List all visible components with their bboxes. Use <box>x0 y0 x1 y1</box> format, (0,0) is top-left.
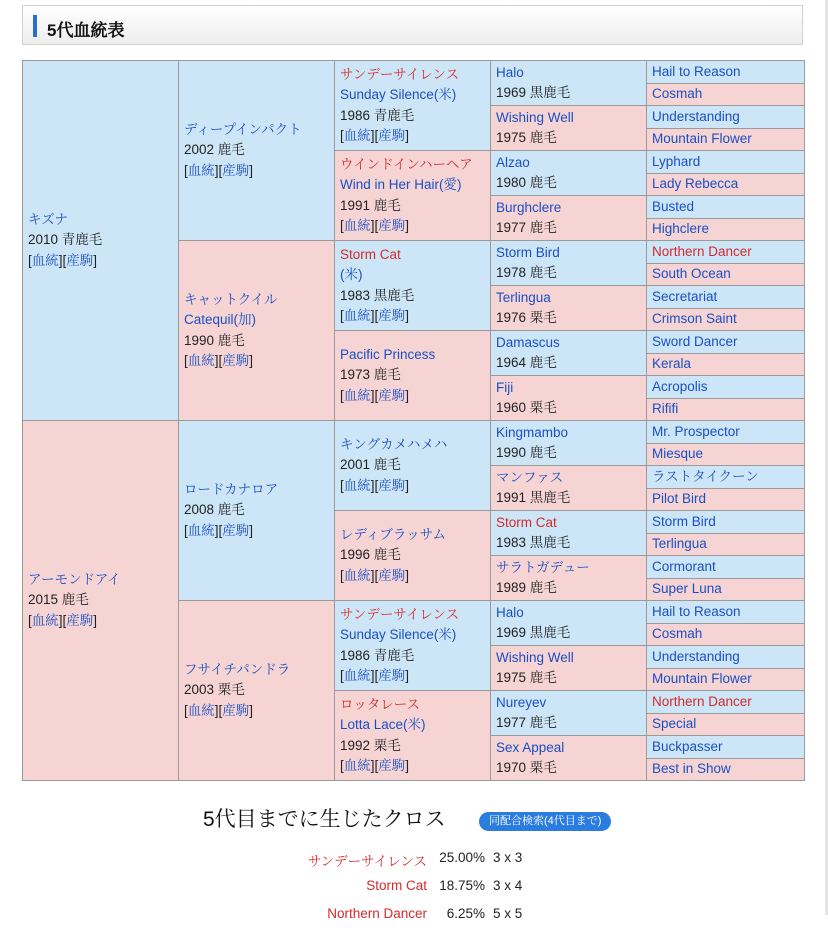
horse-name-link[interactable]: Pacific Princess <box>340 346 436 362</box>
gen5-horse-cell <box>647 443 805 466</box>
horse-links <box>184 521 329 542</box>
gen5-horse-cell <box>647 758 805 781</box>
horse-name-link[interactable]: Terlingua <box>496 289 551 305</box>
horse-year-color: 2008 鹿毛 <box>184 502 245 518</box>
bracket: ][ <box>370 758 379 773</box>
horse-year-color: 1975 鹿毛 <box>496 130 557 145</box>
horse-name-link[interactable]: Understanding <box>652 108 740 124</box>
pedigree-row <box>23 421 805 444</box>
bracket: ] <box>405 758 410 773</box>
bracket: [ <box>340 387 344 403</box>
pedigree-link[interactable]: 血統 <box>343 668 371 683</box>
horse-name-link[interactable]: Pilot Bird <box>652 491 707 506</box>
cross-percentage: 18.75% <box>439 878 485 893</box>
cross-title: 5代目までに生じたクロス <box>203 808 446 831</box>
gen3-horse-cell <box>335 601 491 691</box>
horse-year-color: 1986 青鹿毛 <box>340 647 415 663</box>
horse-links <box>340 216 485 237</box>
gen5-horse-cell <box>647 263 805 286</box>
bracket: ] <box>405 218 410 233</box>
horse-year-color: 1983 黒鹿毛 <box>340 287 415 303</box>
horse-year-color: 1986 青鹿毛 <box>340 107 415 123</box>
gen4-horse-cell <box>491 601 647 646</box>
bracket: ] <box>249 353 254 368</box>
bracket: ] <box>249 702 254 718</box>
gen4-horse-cell <box>491 736 647 781</box>
bracket: ] <box>405 308 410 323</box>
bracket: [ <box>340 308 344 323</box>
cross-row <box>200 850 427 868</box>
horse-name-link[interactable]: Cosmah <box>652 86 703 101</box>
gen5-horse-cell <box>647 601 805 624</box>
horse-year-color: 1996 鹿毛 <box>340 547 401 563</box>
cross-percentage: 6.25% <box>446 906 485 921</box>
pedigree-link[interactable]: 血統 <box>343 477 371 493</box>
bracket: [ <box>340 668 344 683</box>
gen5-horse-cell <box>647 308 805 331</box>
bracket: [ <box>184 702 188 718</box>
gen4-horse-cell <box>491 286 647 331</box>
gen4-horse-cell <box>491 646 647 691</box>
gen5-horse-cell <box>647 511 805 534</box>
horse-name-link[interactable]: Sword Dancer <box>652 333 738 349</box>
horse-year-color: 1973 鹿毛 <box>340 367 401 383</box>
progeny-link[interactable]: 産駒 <box>378 668 406 683</box>
horse-name-link[interactable]: Busted <box>652 198 695 214</box>
horse-links <box>184 351 329 372</box>
bracket: ] <box>405 128 410 143</box>
horse-links <box>340 126 485 147</box>
pedigree-link[interactable]: 血統 <box>343 387 371 403</box>
gen5-horse-cell <box>647 691 805 714</box>
gen4-horse-cell <box>491 511 647 556</box>
gen2-horse-cell <box>179 421 335 601</box>
horse-year-color: 1970 栗毛 <box>496 760 557 775</box>
horse-name-link[interactable]: Lyphard <box>652 153 701 169</box>
horse-year-color: 1969 黒鹿毛 <box>496 625 571 640</box>
horse-name-link[interactable]: ロードカナロア <box>184 481 279 497</box>
gen5-horse-cell <box>647 578 805 601</box>
horse-name-link[interactable]: サンデーサイレンス <box>340 66 460 82</box>
horse-name-link[interactable]: Crimson Saint <box>652 311 737 326</box>
horse-name-link[interactable]: Super Luna <box>652 581 722 596</box>
cross-generation: 5 x 5 <box>493 906 523 921</box>
progeny-link[interactable]: 産駒 <box>378 567 406 583</box>
horse-name-link[interactable]: Northern Dancer <box>652 243 752 259</box>
bracket: [ <box>184 353 188 368</box>
gen5-horse-cell <box>647 713 805 736</box>
progeny-link[interactable]: 産駒 <box>378 308 406 323</box>
horse-name-link[interactable]: Sex Appeal <box>496 739 565 755</box>
bracket: ] <box>405 387 410 403</box>
bracket: ][ <box>370 477 379 493</box>
gen4-horse-cell <box>491 196 647 241</box>
horse-name-link[interactable]: Kerala <box>652 356 692 371</box>
horse-name-link[interactable]: ラストタイクーン <box>652 468 759 484</box>
cross-horse-link[interactable]: サンデーサイレンス <box>307 854 427 869</box>
horse-name-link[interactable]: Understanding <box>652 648 740 664</box>
horse-name-link[interactable]: Buckpasser <box>652 738 723 754</box>
pedigree-link[interactable]: 血統 <box>343 758 371 773</box>
horse-name-link[interactable]: ディープインパクト <box>184 121 302 137</box>
bracket: ][ <box>58 612 67 628</box>
horse-year-color: 1989 鹿毛 <box>496 580 557 595</box>
horse-name-link[interactable]: Cosmah <box>652 626 703 641</box>
horse-links <box>340 386 485 407</box>
cross-generation: 3 x 3 <box>493 850 523 865</box>
horse-links <box>28 611 173 632</box>
horse-name-link[interactable]: Mountain Flower <box>652 131 752 146</box>
bracket: ] <box>405 477 410 493</box>
header-accent-bar <box>33 15 37 37</box>
gen5-horse-cell <box>647 376 805 399</box>
bracket: [ <box>340 128 344 143</box>
horse-name-link[interactable]: Hail to Reason <box>652 63 741 79</box>
bracket: ][ <box>370 387 379 403</box>
cross-generation: 3 x 4 <box>493 878 523 893</box>
horse-name-link[interactable]: Northern Dancer <box>652 693 752 709</box>
horse-name-link[interactable]: Fiji <box>496 379 514 395</box>
gen5-horse-cell <box>647 173 805 196</box>
horse-year-color: 2001 鹿毛 <box>340 457 401 473</box>
horse-links <box>340 756 485 777</box>
horse-name-link[interactable]: フサイチパンドラ <box>184 661 291 677</box>
gen2-horse-cell <box>179 241 335 421</box>
bracket: ] <box>405 567 410 583</box>
horse-name-link[interactable]: Hail to Reason <box>652 603 741 619</box>
gen3-horse-cell <box>335 151 491 241</box>
bracket: [ <box>184 162 188 178</box>
progeny-link[interactable]: 産駒 <box>378 477 406 493</box>
pedigree-link[interactable]: 血統 <box>343 308 371 323</box>
gen5-horse-cell <box>647 241 805 264</box>
gen4-horse-cell <box>491 376 647 421</box>
cross-percentage: 25.00% <box>439 850 485 865</box>
horse-year-color: 1978 鹿毛 <box>496 265 557 280</box>
horse-name-link[interactable]: サンデーサイレンス <box>340 606 460 622</box>
horse-year-color: 2015 鹿毛 <box>28 592 89 608</box>
horse-year-color: 1980 鹿毛 <box>496 175 557 190</box>
horse-year-color: 1976 栗毛 <box>496 310 557 325</box>
horse-name-link[interactable]: Storm Bird <box>652 513 716 529</box>
pedigree-link[interactable]: 血統 <box>31 252 59 268</box>
section-header <box>22 5 803 45</box>
gen4-horse-cell <box>491 61 647 106</box>
horse-name-link[interactable]: Miesque <box>652 446 704 461</box>
gen5-horse-cell <box>647 556 805 579</box>
horse-name-link[interactable]: Special <box>652 716 697 731</box>
bracket: ] <box>405 668 410 683</box>
gen5-horse-cell <box>647 421 805 444</box>
gen4-horse-cell <box>491 241 647 286</box>
horse-name-link[interactable]: Kingmambo <box>496 424 569 440</box>
horse-name-link[interactable]: Halo <box>496 64 524 80</box>
cross-horse-link[interactable]: Storm Cat <box>366 878 427 893</box>
gen4-horse-cell <box>491 151 647 196</box>
gen3-horse-cell <box>335 331 491 421</box>
bracket: ] <box>249 162 254 178</box>
horse-name-link[interactable]: Storm Bird <box>496 244 560 260</box>
horse-year-color: 1983 黒鹿毛 <box>496 535 571 550</box>
horse-links <box>340 306 485 327</box>
gen4-horse-cell <box>491 421 647 466</box>
pedigree-link[interactable]: 血統 <box>343 218 371 233</box>
horse-year-color: 1992 栗毛 <box>340 737 401 753</box>
pedigree-table <box>22 60 805 781</box>
gen3-horse-cell <box>335 691 491 781</box>
gen5-horse-cell <box>647 106 805 129</box>
horse-name-link[interactable]: Rififi <box>652 401 679 416</box>
horse-year-color: 2010 青鹿毛 <box>28 232 103 248</box>
progeny-link[interactable]: 産駒 <box>66 612 94 628</box>
horse-alt-name-link[interactable]: (米) <box>340 267 363 282</box>
gen5-horse-cell <box>647 736 805 759</box>
gen5-horse-cell <box>647 646 805 669</box>
horse-links <box>184 161 329 182</box>
horse-name-link[interactable]: Cormorant <box>652 558 716 574</box>
horse-name-link[interactable]: Mountain Flower <box>652 671 752 686</box>
pedigree-link[interactable]: 血統 <box>343 567 371 583</box>
bracket: ][ <box>370 567 379 583</box>
gen4-horse-cell <box>491 331 647 376</box>
progeny-link[interactable]: 産駒 <box>378 758 406 773</box>
horse-name-link[interactable]: Terlingua <box>652 536 707 551</box>
gen5-horse-cell <box>647 218 805 241</box>
section-title: 5代血統表 <box>47 21 125 40</box>
horse-name-link[interactable]: Storm Cat <box>496 514 557 530</box>
horse-name-link[interactable]: アーモンドアイ <box>28 571 121 587</box>
horse-links <box>340 666 485 687</box>
gen4-horse-cell <box>491 691 647 736</box>
cross-row <box>200 906 427 924</box>
horse-name-link[interactable]: マンファス <box>496 469 564 485</box>
gen4-horse-cell <box>491 106 647 151</box>
horse-name-link[interactable]: Wishing Well <box>496 109 574 125</box>
horse-name-link[interactable]: Alzao <box>496 154 530 170</box>
pedigree-link[interactable]: 血統 <box>187 522 215 538</box>
same-breeding-search-button[interactable]: 同配合検索(4代目まで) <box>479 812 611 831</box>
bracket: ][ <box>214 702 223 718</box>
horse-year-color: 1975 鹿毛 <box>496 670 557 685</box>
horse-year-color: 1969 黒鹿毛 <box>496 85 571 100</box>
horse-alt-name-link[interactable]: Wind in Her Hair(愛) <box>340 177 462 192</box>
gen5-horse-cell <box>647 466 805 489</box>
bracket: ][ <box>58 252 67 268</box>
bracket: ][ <box>214 162 223 178</box>
pedigree-link[interactable]: 血統 <box>187 702 215 718</box>
horse-name-link[interactable]: Halo <box>496 604 524 620</box>
gen5-horse-cell <box>647 353 805 376</box>
bracket: [ <box>340 477 344 493</box>
horse-name-link[interactable]: Mr. Prospector <box>652 423 740 439</box>
bracket: [ <box>340 567 344 583</box>
horse-name-link[interactable]: South Ocean <box>652 266 731 281</box>
gen5-horse-cell <box>647 196 805 219</box>
bracket: ][ <box>370 218 379 233</box>
horse-links <box>28 251 173 272</box>
progeny-link[interactable]: 産駒 <box>378 218 406 233</box>
horse-name-link[interactable]: Lady Rebecca <box>652 176 739 191</box>
horse-year-color: 1991 鹿毛 <box>340 197 401 213</box>
gen5-horse-cell <box>647 331 805 354</box>
horse-year-color: 1990 鹿毛 <box>496 445 557 460</box>
progeny-link[interactable]: 産駒 <box>222 522 250 538</box>
horse-name-link[interactable]: Storm Cat <box>340 246 401 262</box>
horse-name-link[interactable]: Secretariat <box>652 288 718 304</box>
gen5-horse-cell <box>647 668 805 691</box>
gen3-horse-cell <box>335 61 491 151</box>
horse-name-link[interactable]: キャットクイル <box>184 291 278 307</box>
gen2-horse-cell <box>179 61 335 241</box>
bracket: [ <box>184 522 188 538</box>
horse-name-link[interactable]: Damascus <box>496 334 560 350</box>
bracket: ][ <box>214 353 223 368</box>
horse-alt-name-link[interactable]: Lotta Lace(米) <box>340 717 426 732</box>
gen4-horse-cell <box>491 556 647 601</box>
bracket: ][ <box>370 668 379 683</box>
horse-name-link[interactable]: キズナ <box>28 211 68 227</box>
pedigree-link[interactable]: 血統 <box>31 612 59 628</box>
gen5-horse-cell <box>647 623 805 646</box>
progeny-link[interactable]: 産駒 <box>222 702 250 718</box>
horse-year-color: 1977 鹿毛 <box>496 220 557 235</box>
bracket: ][ <box>370 308 379 323</box>
progeny-link[interactable]: 産駒 <box>378 387 406 403</box>
horse-alt-name-link[interactable]: Sunday Silence(米) <box>340 87 457 102</box>
gen5-horse-cell <box>647 83 805 106</box>
horse-alt-name-link[interactable]: Sunday Silence(米) <box>340 627 457 642</box>
cross-horse-link[interactable]: Northern Dancer <box>327 906 427 921</box>
horse-year-color: 1960 栗毛 <box>496 400 557 415</box>
pedigree-link[interactable]: 血統 <box>343 128 371 143</box>
bracket: [ <box>340 218 344 233</box>
horse-name-link[interactable]: レディブラッサム <box>340 526 446 542</box>
horse-year-color: 1991 黒鹿毛 <box>496 490 571 505</box>
cross-row <box>200 878 427 896</box>
horse-name-link[interactable]: Nureyev <box>496 694 547 710</box>
bracket: [ <box>340 758 344 773</box>
horse-alt-name-link[interactable]: Catequil(加) <box>184 312 257 327</box>
horse-name-link[interactable]: キングカメハメハ <box>340 436 448 452</box>
gen3-horse-cell <box>335 421 491 511</box>
bracket: ] <box>93 252 98 268</box>
horse-name-link[interactable]: Burghclere <box>496 199 562 215</box>
horse-links <box>340 566 485 587</box>
horse-name-link[interactable]: Highclere <box>652 221 710 236</box>
bracket: ] <box>93 612 98 628</box>
pedigree-link[interactable]: 血統 <box>187 162 215 178</box>
gen5-horse-cell <box>647 61 805 84</box>
progeny-link[interactable]: 産駒 <box>378 128 406 143</box>
horse-links <box>340 476 485 497</box>
pedigree-row <box>23 61 805 84</box>
horse-year-color: 2003 栗毛 <box>184 682 245 698</box>
gen1-horse-cell <box>23 421 179 781</box>
pedigree-link[interactable]: 血統 <box>187 353 215 368</box>
horse-name-link[interactable]: Acropolis <box>652 378 708 394</box>
gen2-horse-cell <box>179 601 335 781</box>
horse-year-color: 1990 鹿毛 <box>184 332 245 348</box>
gen3-horse-cell <box>335 511 491 601</box>
gen5-horse-cell <box>647 128 805 151</box>
horse-year-color: 1977 鹿毛 <box>496 715 557 730</box>
horse-name-link[interactable]: ウインドインハーヘア <box>340 156 473 172</box>
bracket: ] <box>249 522 254 538</box>
progeny-link[interactable]: 産駒 <box>222 162 250 178</box>
horse-name-link[interactable]: ロッタレース <box>340 696 421 712</box>
gen4-horse-cell <box>491 466 647 511</box>
gen5-horse-cell <box>647 151 805 174</box>
gen5-horse-cell <box>647 286 805 309</box>
horse-name-link[interactable]: Wishing Well <box>496 649 574 665</box>
gen5-horse-cell <box>647 398 805 421</box>
bracket: [ <box>28 252 32 268</box>
horse-name-link[interactable]: Best in Show <box>652 761 731 776</box>
bracket: ][ <box>370 128 379 143</box>
gen3-horse-cell <box>335 241 491 331</box>
horse-year-color: 1964 鹿毛 <box>496 355 557 370</box>
horse-links <box>184 701 329 722</box>
bracket: ][ <box>214 522 223 538</box>
horse-year-color: 2002 鹿毛 <box>184 142 245 158</box>
gen5-horse-cell <box>647 488 805 511</box>
bracket: [ <box>28 612 32 628</box>
progeny-link[interactable]: 産駒 <box>66 252 94 268</box>
gen5-horse-cell <box>647 533 805 556</box>
horse-name-link[interactable]: サラトガデュー <box>496 559 590 575</box>
gen1-horse-cell <box>23 61 179 421</box>
progeny-link[interactable]: 産駒 <box>222 353 250 368</box>
